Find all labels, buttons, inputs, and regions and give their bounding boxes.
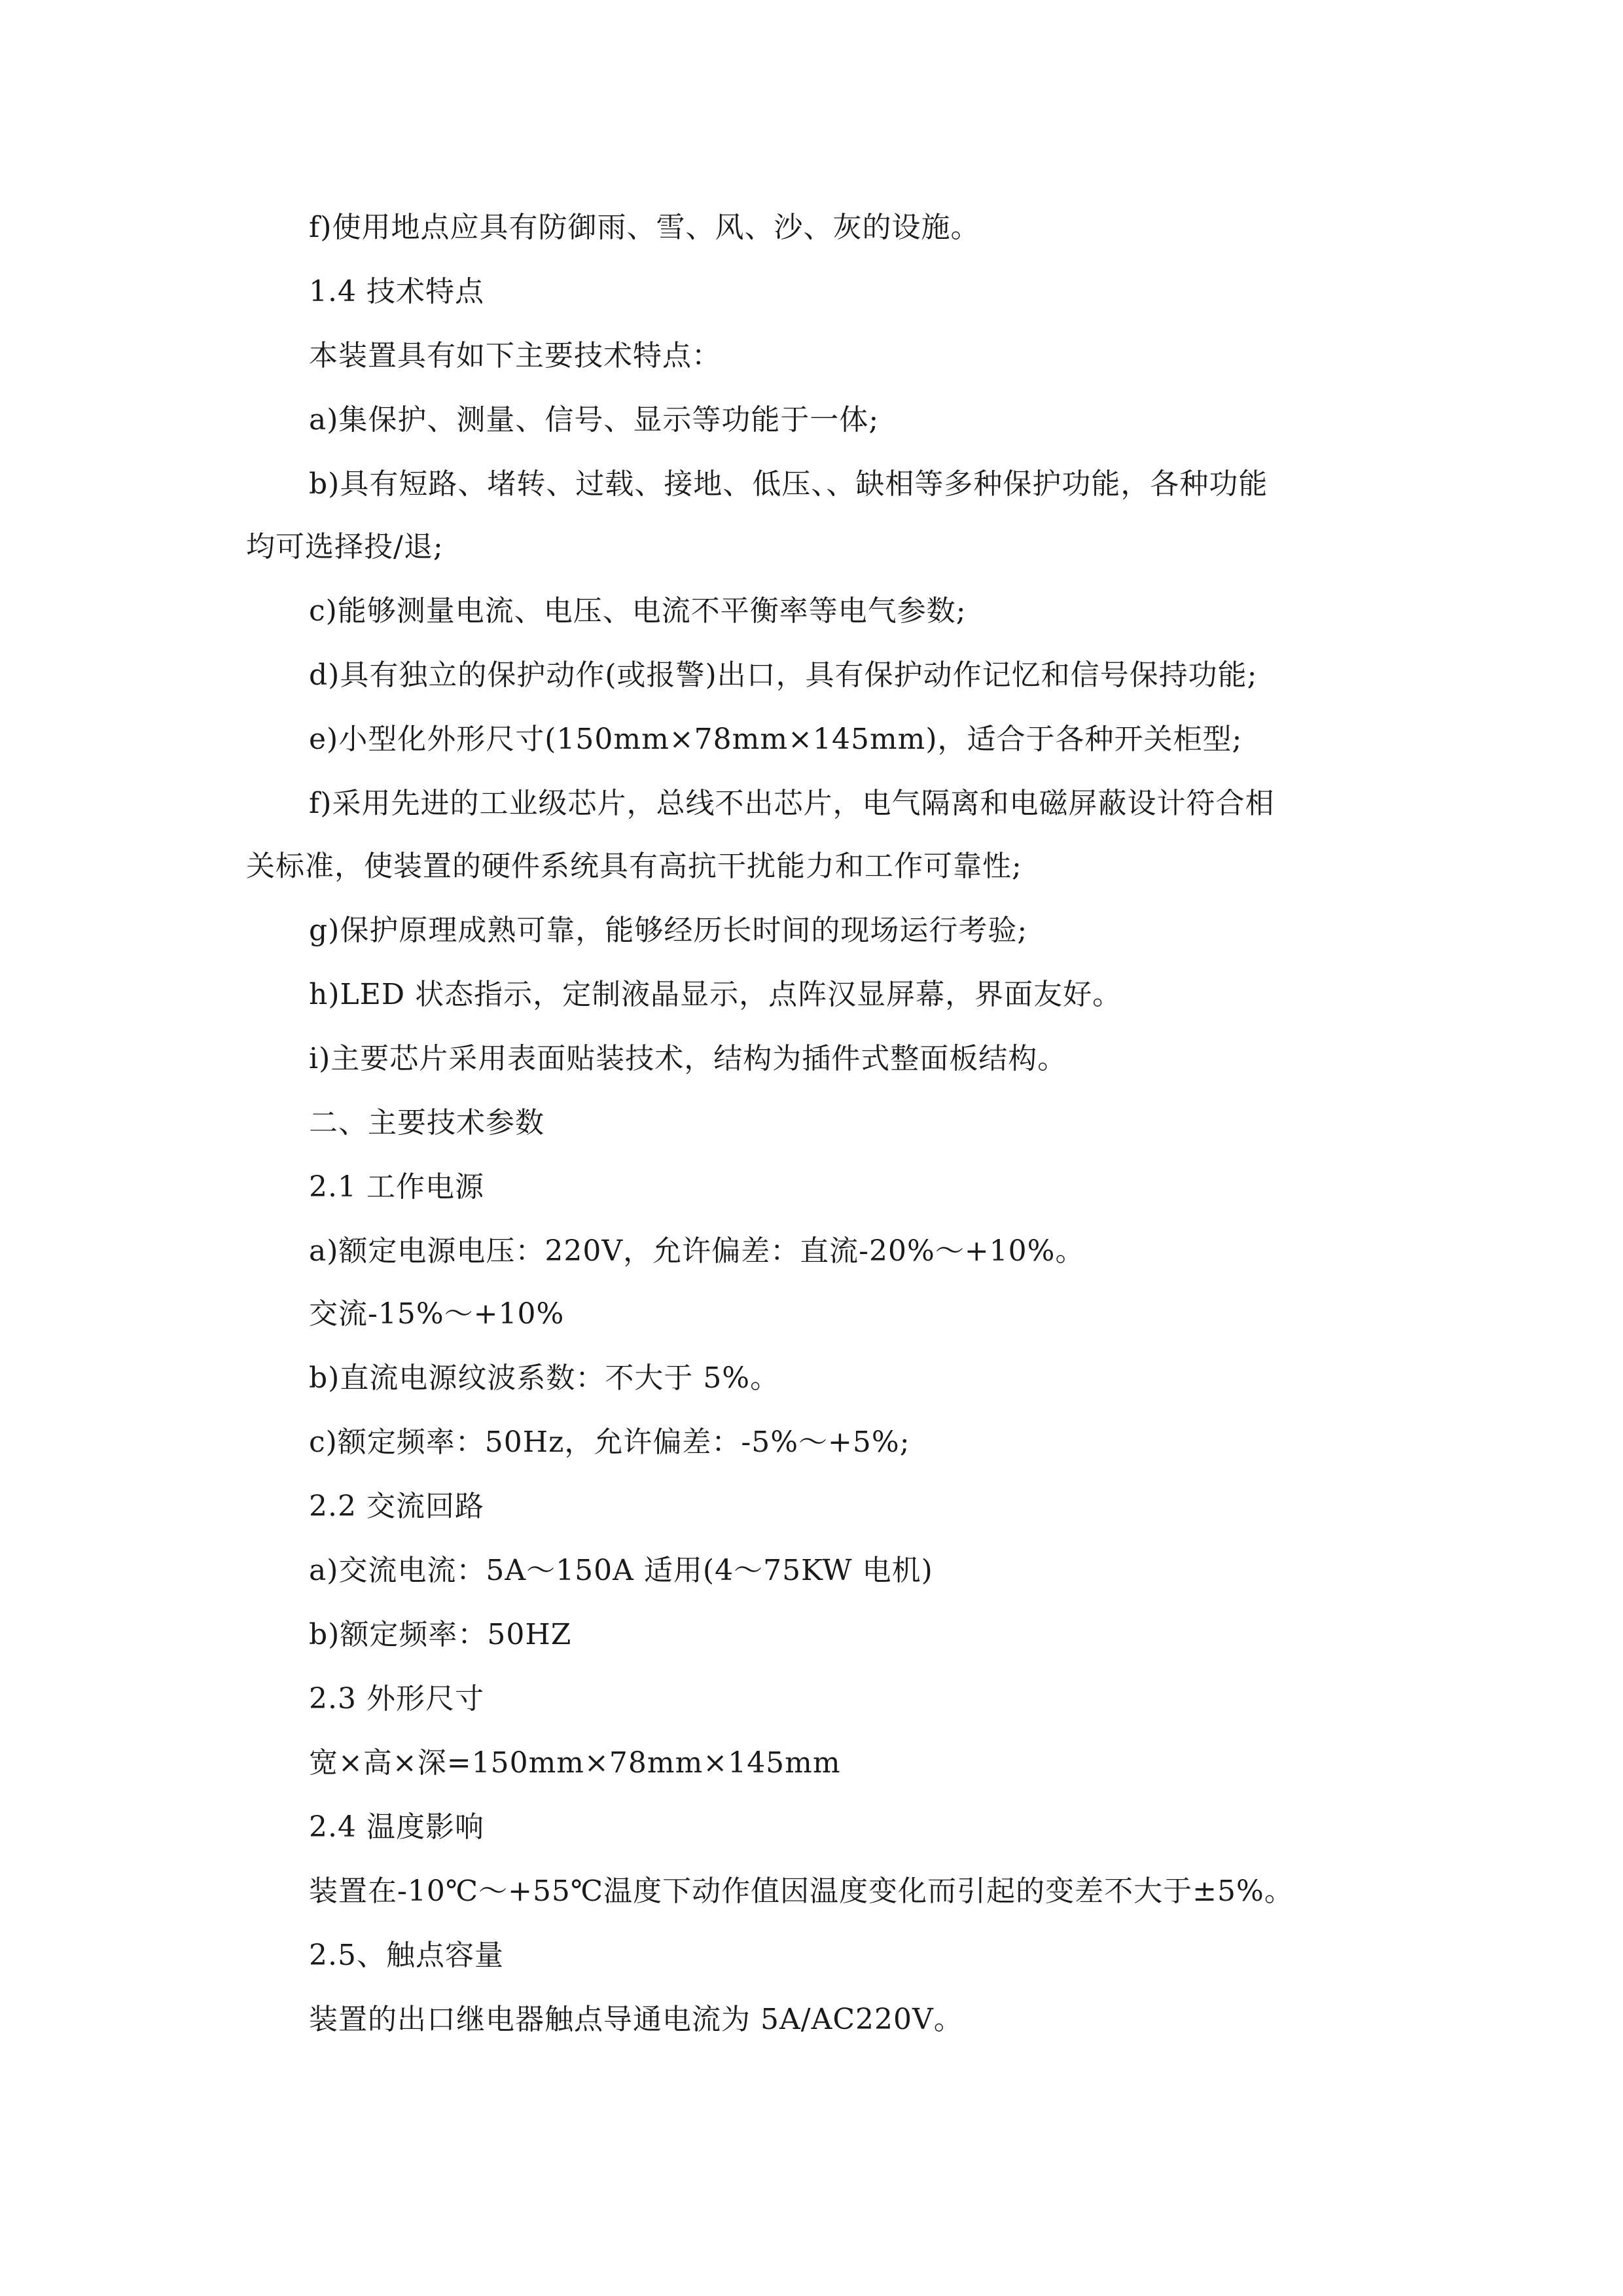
param-temperature: 装置在-10℃～+55℃温度下动作值因温度变化而引起的变差不大于±5%。 (309, 1874, 1294, 1908)
feature-b-continued: 均可选择投/退; (246, 530, 444, 564)
feature-i: i)主要芯片采用表面贴装技术，结构为插件式整面板结构。 (309, 1042, 1067, 1075)
section-1-4-heading: 1.4 技术特点 (309, 275, 484, 308)
feature-b: b)具有短路、堵转、过载、接地、低压、、缺相等多种保护功能，各种功能 (309, 467, 1268, 501)
param-frequency: c)额定频率：50Hz，允许偏差：-5%～+5%; (309, 1426, 910, 1459)
param-dimensions: 宽×高×深=150mm×78mm×145mm (309, 1746, 841, 1780)
param-ac-current: a)交流电流：5A～150A 适用(4～75KW 电机) (309, 1554, 933, 1587)
param-rated-frequency: b)额定频率：50HZ (309, 1618, 572, 1651)
section-2-5-heading: 2.5、触点容量 (309, 1939, 504, 1972)
features-intro: 本装置具有如下主要技术特点： (309, 339, 721, 372)
feature-h: h)LED 状态指示，定制液晶显示，点阵汉显屏幕，界面友好。 (309, 978, 1122, 1011)
section-2-2-heading: 2.2 交流回路 (309, 1490, 484, 1523)
item-f-environment: f)使用地点应具有防御雨、雪、风、沙、灰的设施。 (309, 211, 980, 244)
feature-a: a)集保护、测量、信号、显示等功能于一体; (309, 403, 880, 437)
feature-e: e)小型化外形尺寸(150mm×78mm×145mm)，适合于各种开关柜型; (309, 723, 1243, 756)
section-2-4-heading: 2.4 温度影响 (309, 1810, 484, 1844)
param-contact-capacity: 装置的出口继电器触点导通电流为 5A/AC220V。 (309, 2003, 963, 2036)
feature-g: g)保护原理成熟可靠，能够经历长时间的现场运行考验; (309, 914, 1028, 947)
feature-f: f)采用先进的工业级芯片，总线不出芯片，电气隔离和电磁屏蔽设计符合相 (309, 787, 1275, 820)
section-2-heading: 二、主要技术参数 (309, 1106, 544, 1139)
param-ripple: b)直流电源纹波系数：不大于 5%。 (309, 1361, 780, 1395)
feature-d: d)具有独立的保护动作(或报警)出口，具有保护动作记忆和信号保持功能; (309, 658, 1258, 692)
section-2-3-heading: 2.3 外形尺寸 (309, 1682, 484, 1715)
feature-f-continued: 关标准，使装置的硬件系统具有高抗干扰能力和工作可靠性; (246, 850, 1022, 883)
feature-c: c)能够测量电流、电压、电流不平衡率等电气参数; (309, 594, 967, 628)
section-2-1-heading: 2.1 工作电源 (309, 1170, 484, 1204)
param-ac-tolerance: 交流-15%～+10% (309, 1297, 565, 1331)
param-rated-voltage: a)额定电源电压：220V，允许偏差：直流-20%～+10%。 (309, 1234, 1085, 1268)
